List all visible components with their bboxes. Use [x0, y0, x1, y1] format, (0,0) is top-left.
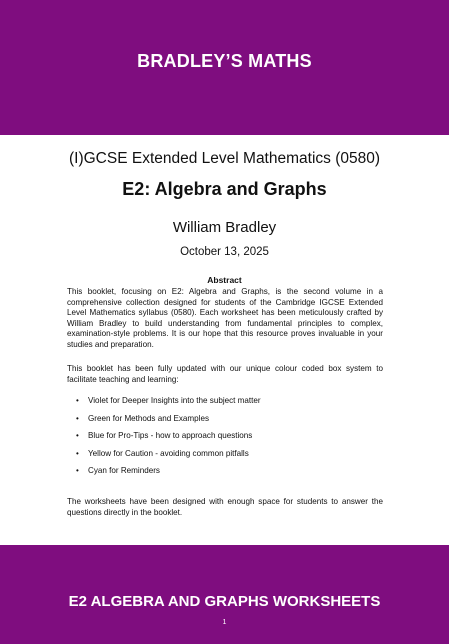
- bullet-icon: •: [76, 448, 79, 458]
- bullet-icon: •: [76, 396, 79, 405]
- abstract-paragraph-colour-system: This booklet has been fully updated with our unique colour coded box system to facilitate teaching and learning:: [67, 364, 383, 384]
- bullet-icon: •: [76, 466, 79, 475]
- list-item-label: Green for Methods and Examples: [88, 413, 210, 423]
- list-item: [76, 427, 376, 445]
- list-item: [76, 410, 376, 428]
- list-item: [76, 392, 376, 410]
- list-item-label: Blue for Pro-Tips - how to approach questions: [88, 431, 253, 440]
- page-number: 1: [222, 619, 227, 626]
- abstract-paragraph-intro: This booklet, focusing on E2: Algebra and Graphs, is the second volume in a comprehensive collection designed for students of the Cambridge IGCSE Extended Level Mathematics syllabus (0580). Each worksheet has been meticulously crafted by William Bradley to build understanding from fundamental principles to complex, examination-style problems. It is our hope that this resource proves invaluable in your studies and preparation.: [67, 287, 383, 349]
- page-title: E2: Algebra and Graphs: [122, 179, 327, 199]
- publication-date: October 13, 2025: [180, 246, 269, 258]
- top-banner: [0, 0, 449, 135]
- footer-title: E2 ALGEBRA AND GRAPHS WORKSHEETS: [68, 593, 381, 610]
- bullet-icon: •: [76, 413, 79, 423]
- course-title: (I)GCSE Extended Level Mathematics (0580): [69, 150, 380, 167]
- abstract-heading: Abstract: [207, 275, 242, 285]
- abstract-paragraph-worksheets: The worksheets have been designed with enough space for students to answer the questions directly in the booklet.: [67, 497, 383, 517]
- list-item-label: Violet for Deeper Insights into the subject matter: [88, 396, 261, 405]
- list-item: [76, 445, 376, 463]
- bullet-icon: •: [76, 431, 79, 440]
- author-name: William Bradley: [172, 219, 277, 236]
- list-item-label: Yellow for Caution - avoiding common pitfalls: [88, 448, 249, 458]
- list-item: [76, 462, 376, 480]
- list-item-label: Cyan for Reminders: [88, 466, 160, 475]
- colour-code-list: [76, 392, 376, 480]
- brand-title: BRADLEY’S MATHS: [137, 51, 312, 71]
